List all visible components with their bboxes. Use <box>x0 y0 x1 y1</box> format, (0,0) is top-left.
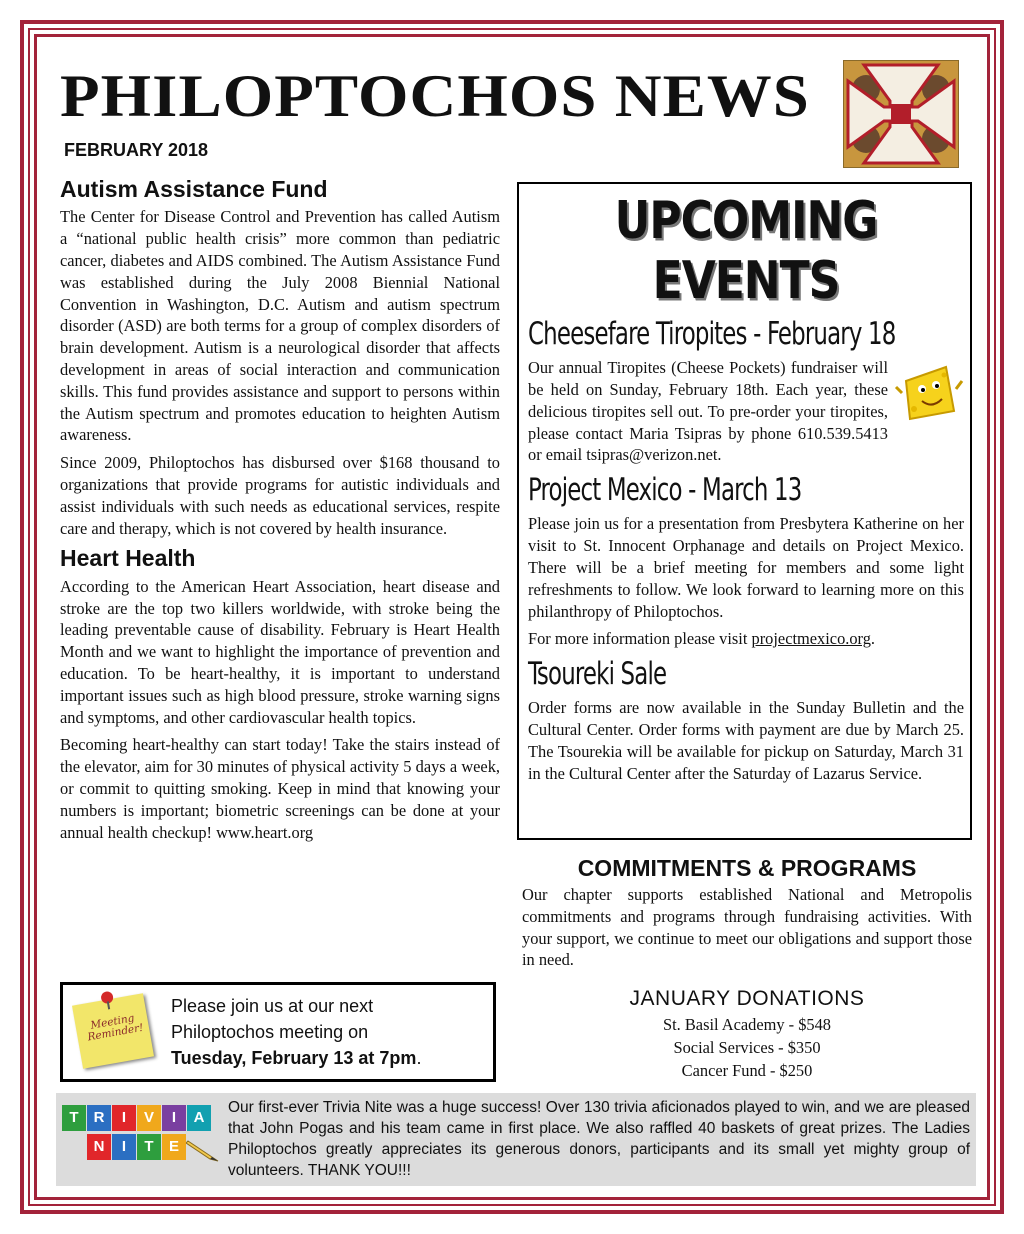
reminder-date: Tuesday, February 13 at 7pm <box>171 1048 417 1068</box>
sticky-note-text: Meeting Reminder! <box>86 1012 145 1044</box>
donation-item: Cancer Fund - $250 <box>681 1061 813 1081</box>
reminder-line-3 <box>171 1045 421 1071</box>
reminder-text <box>171 993 421 1071</box>
logo-tile: T <box>137 1134 161 1160</box>
trivia-nite-text: Our first-ever Trivia Nite was a huge success! Over 130 trivia aficionados played to win, and we are pleased that John Pogas and his team came in first place. We also raffled 40 baskets of great prizes. The Ladies Philoptochos greatly appreciates its generous donors, participants and its small yet mighty group of volunteers. THANK YOU!!! <box>228 1099 970 1179</box>
logo-tile: E <box>162 1134 186 1160</box>
pencil-icon <box>186 1137 220 1163</box>
project-mexico-heading: Project Mexico - March 13 <box>528 472 802 509</box>
newsletter-title: PHILOPTOCHOS NEWS <box>60 63 810 129</box>
logo-tile: R <box>87 1105 111 1131</box>
logo-tile: I <box>112 1105 136 1131</box>
heart-heading: Heart Health <box>60 545 196 572</box>
meeting-reminder-box <box>60 982 496 1082</box>
autism-paragraph-2: Since 2009, Philoptochos has disbursed over $168 thousand to organizations that provide programs for autistic individuals and assist individuals with such needs as educational services, respite care and therapy, which is not covered by health insurance. <box>60 453 500 538</box>
tsoureki-text: Order forms are now available in the Sunday Bulletin and the Cultural Center. Order forms with payment are due by March 25. The Tsourekia will be available for pickup on Saturday, March 31 in the Cultural Center after the Saturday of Lazarus Service. <box>528 698 964 783</box>
reminder-line-3-suffix: . <box>416 1048 422 1068</box>
project-mexico-more-info <box>528 628 964 650</box>
logo-tile: I <box>112 1134 136 1160</box>
logo-tile: A <box>187 1105 211 1131</box>
donations-heading: JANUARY DONATIONS <box>629 987 865 1011</box>
logo-tile: T <box>62 1105 86 1131</box>
commitments-heading: COMMITMENTS & PROGRAMS <box>577 855 917 881</box>
issue-date: FEBRUARY 2018 <box>64 140 209 160</box>
heart-paragraph-1: According to the American Heart Association, heart disease and stroke are the top two killers worldwide, with stroke being the leading preventable cause of disability. February is Heart Health Month and we want to highlight the importance of prevention and education. To be heart-healthy, it is important to understand important issues such as high blood pressure, stroke warning signs and symptoms, and other cardiovascular health topics. <box>60 576 500 727</box>
upcoming-events-heading: UPCOMING EVENTS <box>614 190 878 312</box>
cheesefare-text-body: Our annual Tiropites (Cheese Pockets) fundraiser will be held on Sunday, February 18th. Each year, these delicious tiropites sell out. To pre-order your tiropites, please contact Maria Tsipras by phone 610.539.5413 or email tsipras@verizon.net. <box>528 358 888 465</box>
cheesefare-text <box>528 357 964 466</box>
logo-tile: N <box>87 1134 111 1160</box>
tsoureki-heading: Tsoureki Sale <box>528 656 667 693</box>
autism-heading: Autism Assistance Fund <box>60 176 328 202</box>
commitments-text: Our chapter supports established National and Metropolis commitments and programs through fundraising activities. With your support, we continue to meet our obligations and support those in need. <box>522 885 972 970</box>
pushpin-icon <box>96 988 119 1011</box>
more-info-suffix: . <box>870 629 876 649</box>
commitments-section <box>522 855 972 1082</box>
upcoming-events-box <box>517 182 972 840</box>
donation-item: Social Services - $350 <box>673 1038 821 1058</box>
autism-paragraph-1: The Center for Disease Control and Prevention has called Autism a “national public health crisis” more common than pediatric cancer, diabetes and AIDS combined. The Autism Assistance Fund was established during the July 2008 Biennial National Convention in Washington, D.C. Autism and autism spectrum disorder (ASD) are both terms for a group of complex disorders of brain development. Autism is a neurological disorder that affects development in areas of social interaction and communication skills. This fund provides assistance and support to persons within the Autism spectrum and promotes education to heighten Autism awareness. <box>60 207 500 445</box>
cheese-mascot-icon <box>894 359 964 429</box>
heart-paragraph-2: Becoming heart-healthy can start today! Take the stairs instead of the elevator, aim for 30 minutes of physical activity 5 days a week, or commit to quitting smoking. Keep in mind that knowing your numbers is important; biometric screenings can be done at your annual health checkup! www.heart.org <box>60 735 500 842</box>
donation-item: St. Basil Academy - $548 <box>663 1015 831 1035</box>
logo-tile: I <box>162 1105 186 1131</box>
cross-icon <box>844 61 958 167</box>
cross-icon-image <box>843 60 959 168</box>
more-info-prefix: For more information please visit <box>528 629 752 649</box>
trivia-nite-banner <box>56 1093 976 1186</box>
project-mexico-text: Please join us for a presentation from Presbytera Katherine on her visit to St. Innocent Orphanage and details on Project Mexico. There will be a brief meeting for members and some light refreshments to follow. We look forward to learning more on this philanthropy of Philoptochos. <box>528 514 964 621</box>
left-column <box>60 176 500 849</box>
reminder-line-1: Please join us at our next <box>171 996 374 1016</box>
reminder-line-2: Philoptochos meeting on <box>171 1022 369 1042</box>
logo-tile: V <box>137 1105 161 1131</box>
cheesefare-heading: Cheesefare Tiropites - February 18 <box>528 316 896 352</box>
sticky-note-icon <box>72 993 154 1069</box>
projectmexico-link[interactable]: projectmexico.org <box>751 629 871 649</box>
